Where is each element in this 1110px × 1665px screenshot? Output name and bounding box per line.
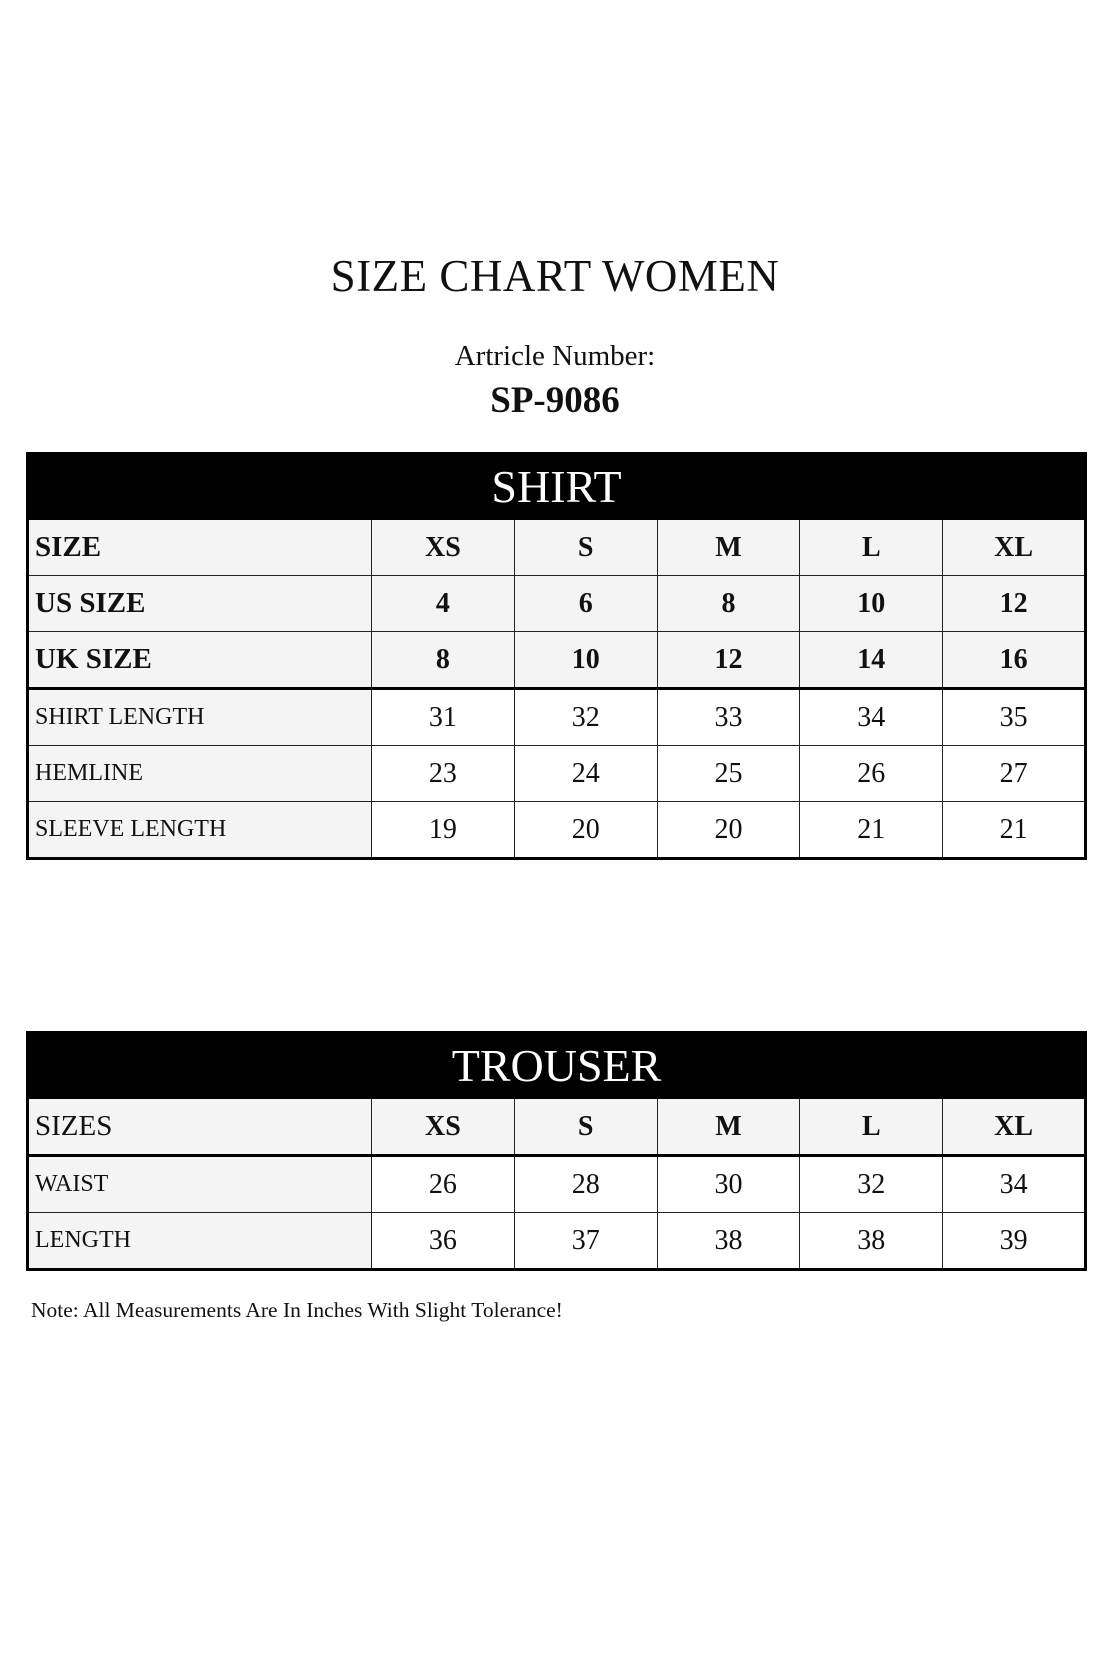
size-header-cell: S xyxy=(514,1098,657,1156)
size-header-cell: M xyxy=(657,519,800,576)
trouser-table-title: TROUSER xyxy=(28,1033,1086,1098)
table-cell: 31 xyxy=(372,689,515,746)
row-label: LENGTH xyxy=(28,1213,372,1270)
size-header-cell: S xyxy=(514,519,657,576)
table-row xyxy=(28,576,1086,632)
table-cell: 39 xyxy=(943,1213,1086,1270)
table-cell: 20 xyxy=(657,802,800,859)
table-cell: 4 xyxy=(372,576,515,632)
table-cell: 21 xyxy=(800,802,943,859)
shirt-table-title: SHIRT xyxy=(28,454,1086,519)
page-title: SIZE CHART WOMEN xyxy=(330,251,780,301)
table-cell: 28 xyxy=(514,1156,657,1213)
shirt-size-header-row xyxy=(28,519,1086,576)
table-cell: 12 xyxy=(943,576,1086,632)
table-row xyxy=(28,746,1086,802)
table-cell: 36 xyxy=(372,1213,515,1270)
table-row xyxy=(28,1156,1086,1213)
size-header-cell: XS xyxy=(372,1098,515,1156)
table-cell: 35 xyxy=(943,689,1086,746)
table-cell: 34 xyxy=(800,689,943,746)
table-row xyxy=(28,632,1086,689)
row-label: WAIST xyxy=(28,1156,372,1213)
article-number-label: Artricle Number: xyxy=(454,340,656,372)
size-header-cell: L xyxy=(800,519,943,576)
row-label: US SIZE xyxy=(28,576,372,632)
shirt-size-header-label: SIZE xyxy=(28,519,372,576)
table-row xyxy=(28,802,1086,859)
row-label: SHIRT LENGTH xyxy=(28,689,372,746)
table-cell: 24 xyxy=(514,746,657,802)
table-cell: 26 xyxy=(372,1156,515,1213)
trouser-size-header-label: SIZES xyxy=(28,1098,372,1156)
size-header-cell: XL xyxy=(943,519,1086,576)
table-cell: 34 xyxy=(943,1156,1086,1213)
table-cell: 30 xyxy=(657,1156,800,1213)
table-row xyxy=(28,689,1086,746)
trouser-size-header-row xyxy=(28,1098,1086,1156)
size-header-cell: M xyxy=(657,1098,800,1156)
size-header-cell: L xyxy=(800,1098,943,1156)
table-cell: 38 xyxy=(657,1213,800,1270)
table-cell: 37 xyxy=(514,1213,657,1270)
size-header-cell: XS xyxy=(372,519,515,576)
table-cell: 27 xyxy=(943,746,1086,802)
table-cell: 10 xyxy=(514,632,657,689)
table-cell: 21 xyxy=(943,802,1086,859)
table-cell: 33 xyxy=(657,689,800,746)
row-label: SLEEVE LENGTH xyxy=(28,802,372,859)
table-cell: 38 xyxy=(800,1213,943,1270)
table-cell: 10 xyxy=(800,576,943,632)
row-label: HEMLINE xyxy=(28,746,372,802)
shirt-size-table xyxy=(26,452,1087,860)
table-cell: 26 xyxy=(800,746,943,802)
table-cell: 8 xyxy=(372,632,515,689)
trouser-size-table xyxy=(26,1031,1087,1271)
table-cell: 12 xyxy=(657,632,800,689)
table-cell: 8 xyxy=(657,576,800,632)
size-header-cell: XL xyxy=(943,1098,1086,1156)
table-cell: 32 xyxy=(514,689,657,746)
row-label: UK SIZE xyxy=(28,632,372,689)
table-cell: 32 xyxy=(800,1156,943,1213)
measurement-note: Note: All Measurements Are In Inches With Slight Tolerance! xyxy=(31,1298,563,1322)
table-cell: 6 xyxy=(514,576,657,632)
table-cell: 16 xyxy=(943,632,1086,689)
table-cell: 14 xyxy=(800,632,943,689)
article-number: SP-9086 xyxy=(490,380,620,421)
table-cell: 20 xyxy=(514,802,657,859)
table-cell: 19 xyxy=(372,802,515,859)
table-row xyxy=(28,1213,1086,1270)
table-cell: 25 xyxy=(657,746,800,802)
table-cell: 23 xyxy=(372,746,515,802)
